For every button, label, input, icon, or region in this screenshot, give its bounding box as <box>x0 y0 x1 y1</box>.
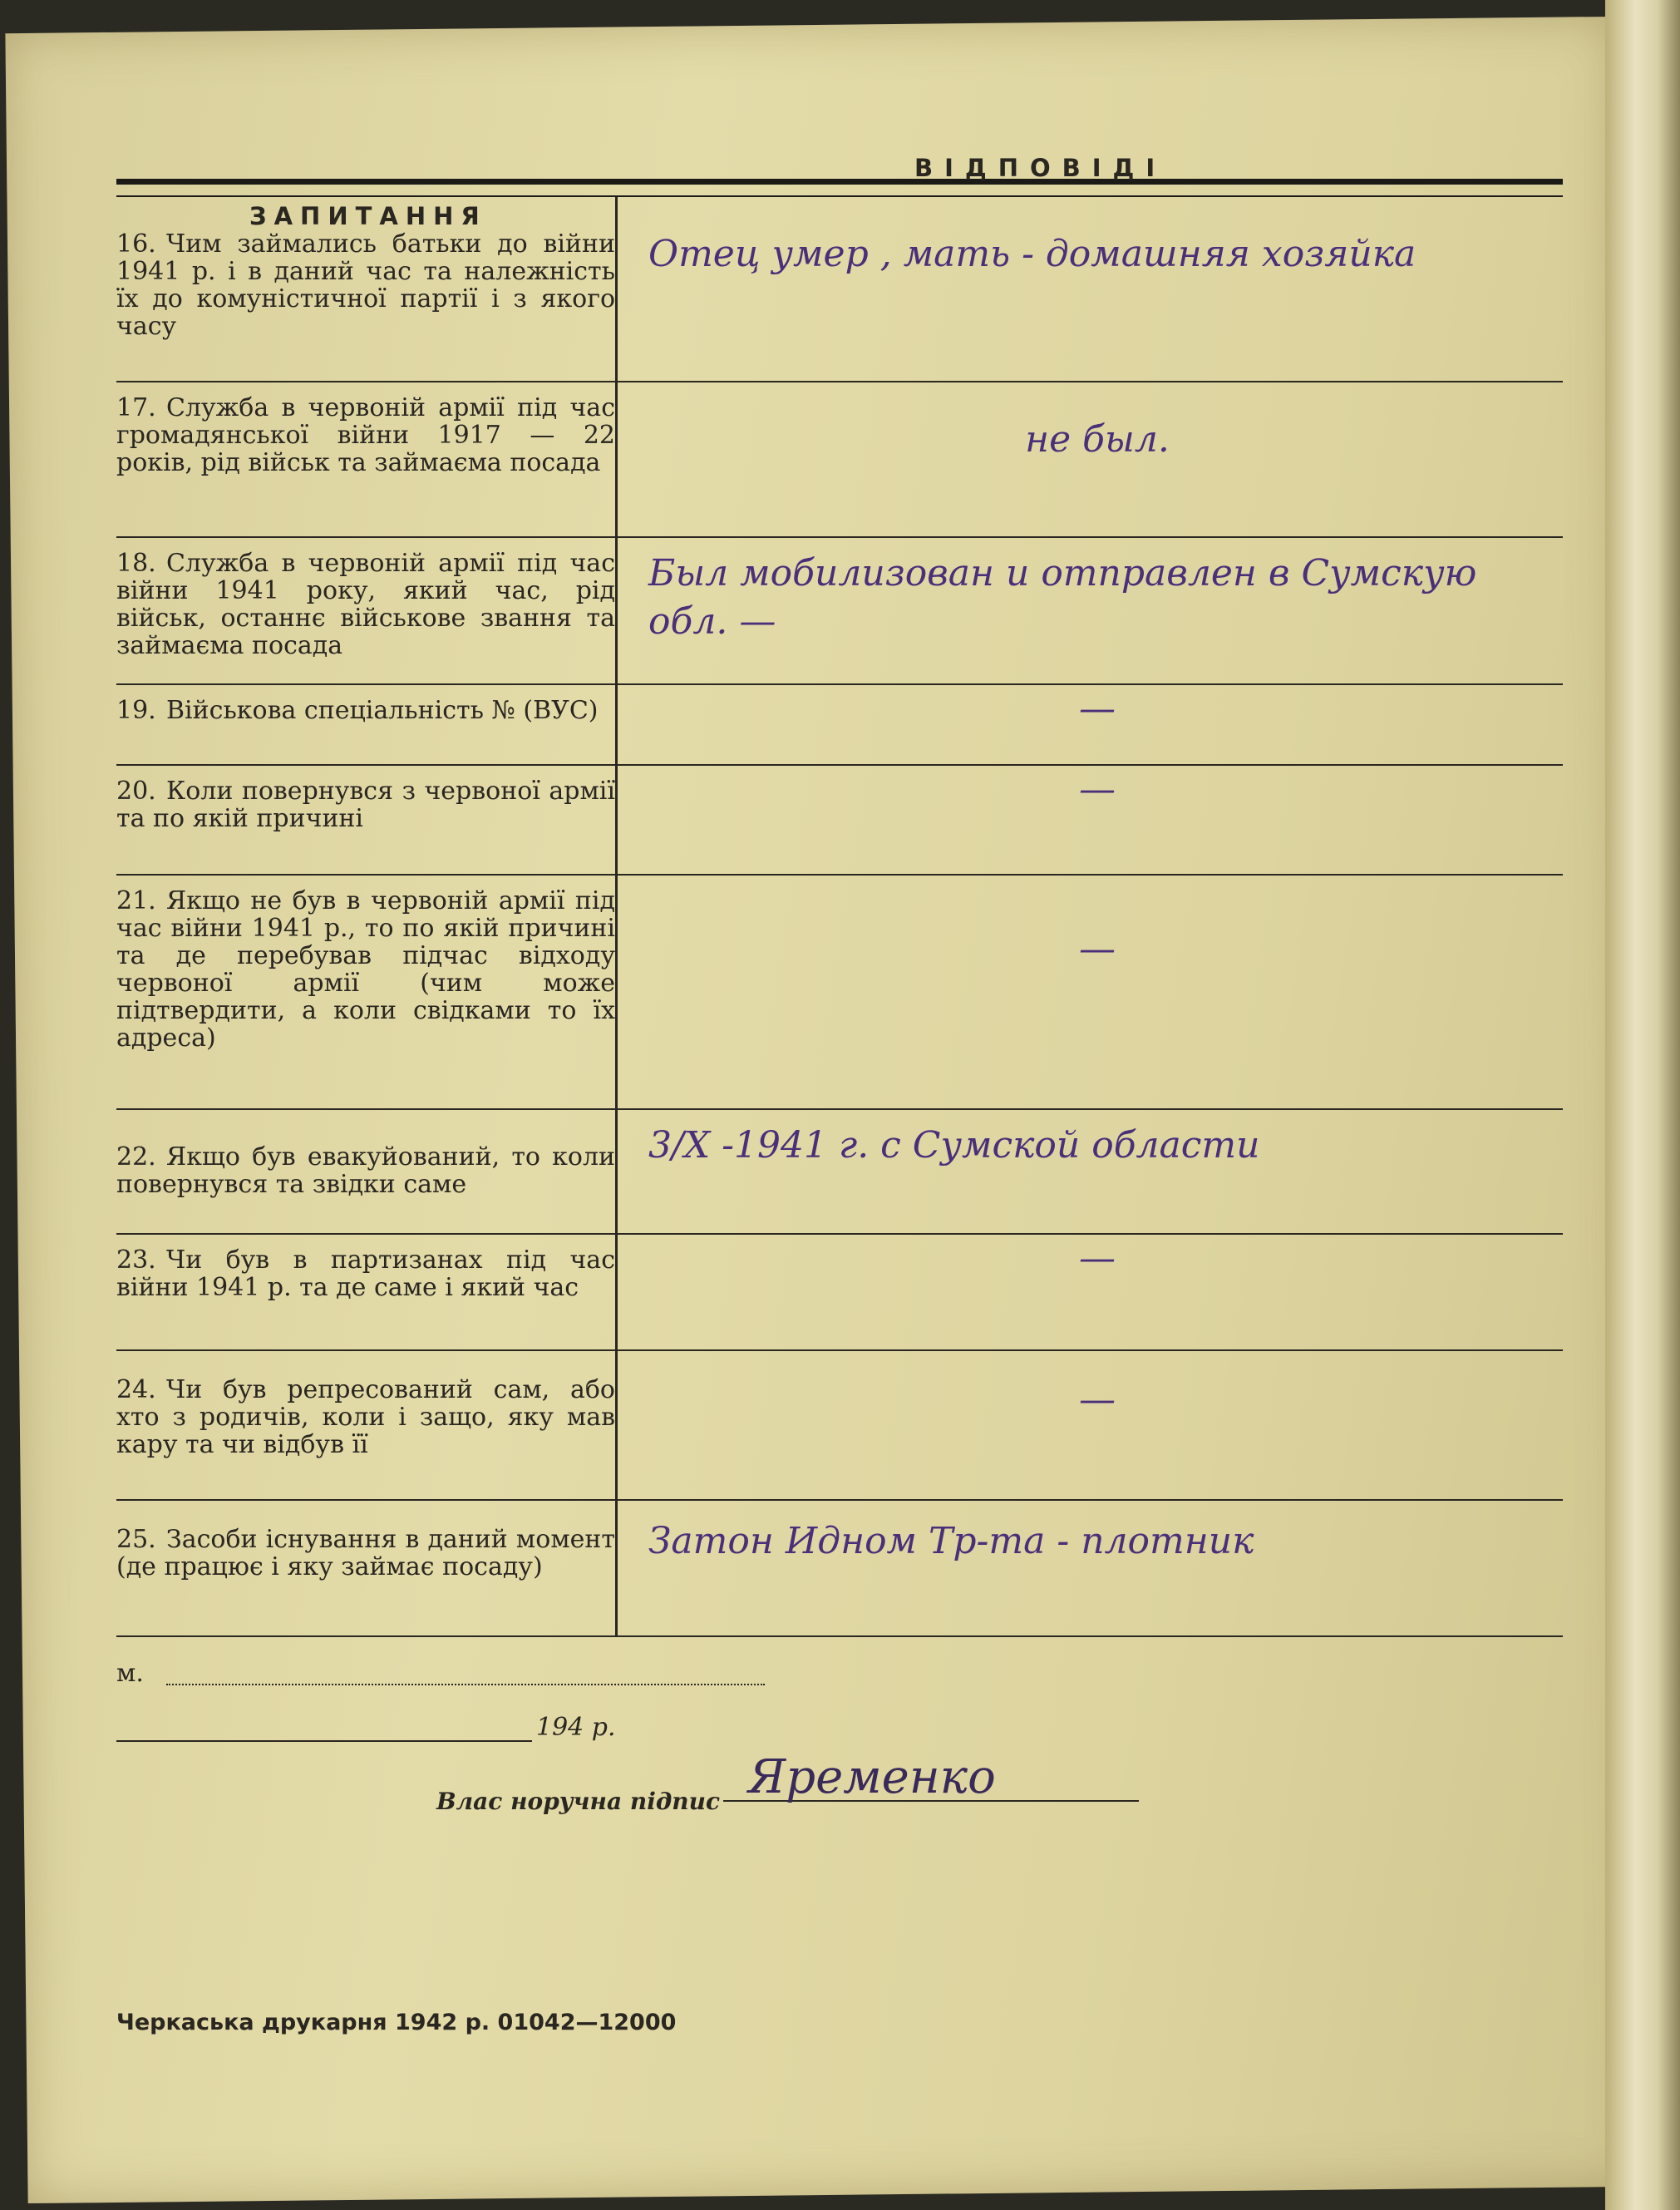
form-row-22 <box>116 1110 1563 1235</box>
form-row-17 <box>116 382 1563 538</box>
answer-text: — <box>1079 768 1116 811</box>
question-number: 16. <box>116 229 156 259</box>
form-row-25 <box>116 1501 1563 1637</box>
question-label: Чи був в партизанах під час війни 1941 р. та де саме і який час <box>116 1246 615 1302</box>
question-label: Служба в червоній армії під час війни 1941 року, який час, рід військ, останнє військове звання та займаєма посада <box>116 549 615 660</box>
question-number: 19. <box>116 696 156 725</box>
form-row-24 <box>116 1351 1563 1501</box>
answer-text: 3/Х -1941 г. с Сумской области <box>648 1124 1260 1167</box>
answer-text: — <box>1079 1379 1116 1421</box>
question-text <box>116 1246 615 1301</box>
question-number: 18. <box>116 549 156 578</box>
header-rule-thin <box>116 195 1563 197</box>
question-label: Якщо не був в червоній армії під час війни 1941 р., то по якій причині та де перебував підчас відходу червоної армії (чим може підтвердити, а коли свідками то їх адреса) <box>116 886 615 1053</box>
handwritten-signature: Яременко <box>748 1750 996 1804</box>
question-number: 25. <box>116 1525 156 1554</box>
answer-text: Затон Идном Тр-та - плотник <box>648 1520 1254 1562</box>
answer-text: — <box>1079 928 1116 970</box>
question-label: Чим займались батьки до війни 1941 р. і в даний час та належність їх до комуністичної партії і з якого часу <box>116 229 615 341</box>
question-label: Коли повернувся з червоної армії та по якій причині <box>116 777 615 833</box>
answer-text: Отец умер , мать - домашняя хозяйка <box>648 233 1416 275</box>
question-number: 21. <box>116 886 156 915</box>
form-row-18 <box>116 538 1563 685</box>
signature-label: Влас норучна підпис <box>436 1788 721 1815</box>
form-row-23 <box>116 1235 1563 1351</box>
question-text <box>116 887 615 1052</box>
question-text <box>116 550 615 659</box>
answer-text: не был. <box>1025 418 1170 461</box>
questions-header: ЗАПИТАННЯ <box>249 202 487 230</box>
question-number: 24. <box>116 1375 156 1404</box>
answer-text: — <box>1079 1237 1116 1280</box>
question-text <box>116 230 615 340</box>
form-row-16 <box>116 219 1563 382</box>
date-year: 194 р. <box>536 1713 616 1742</box>
question-number: 23. <box>116 1246 156 1275</box>
question-label: Засоби існування в даний момент (де працює і яку займає посаду) <box>116 1525 615 1581</box>
answer-text: Был мобилизован и отправлен в Сумскую обл. — <box>648 552 1477 643</box>
question-text <box>116 394 615 476</box>
question-text <box>116 777 615 832</box>
question-text <box>116 697 615 724</box>
question-label: Військова спеціальність № (ВУС) <box>166 696 599 725</box>
question-label: Служба в червоній армії під час громадянської війни 1917 — 22 років, рід військ та займаєма посада <box>116 393 615 477</box>
question-text <box>116 1526 615 1581</box>
place-line <box>166 1684 765 1685</box>
date-line <box>116 1717 532 1742</box>
answers-header: ВІДПОВІДІ <box>914 154 1167 182</box>
question-number: 22. <box>116 1142 156 1172</box>
question-label: Якщо був евакуйований, то коли повернувся та звідки саме <box>116 1142 615 1199</box>
page-edge <box>1605 0 1680 2210</box>
form-row-21 <box>116 876 1563 1110</box>
place-label: м. <box>116 1659 144 1688</box>
form-row-20 <box>116 766 1563 876</box>
question-number: 17. <box>116 393 156 422</box>
printer-imprint: Черкаська друкарня 1942 р. 01042—12000 <box>116 2010 677 2035</box>
header-rule <box>116 179 1563 185</box>
question-label: Чи був репресований сам, або хто з родичів, коли і защо, яку мав кару та чи відбув її <box>116 1375 615 1459</box>
question-number: 20. <box>116 777 156 806</box>
answer-text: — <box>1079 688 1116 730</box>
question-text <box>116 1143 615 1198</box>
question-text <box>116 1376 615 1458</box>
form-row-19 <box>116 685 1563 766</box>
